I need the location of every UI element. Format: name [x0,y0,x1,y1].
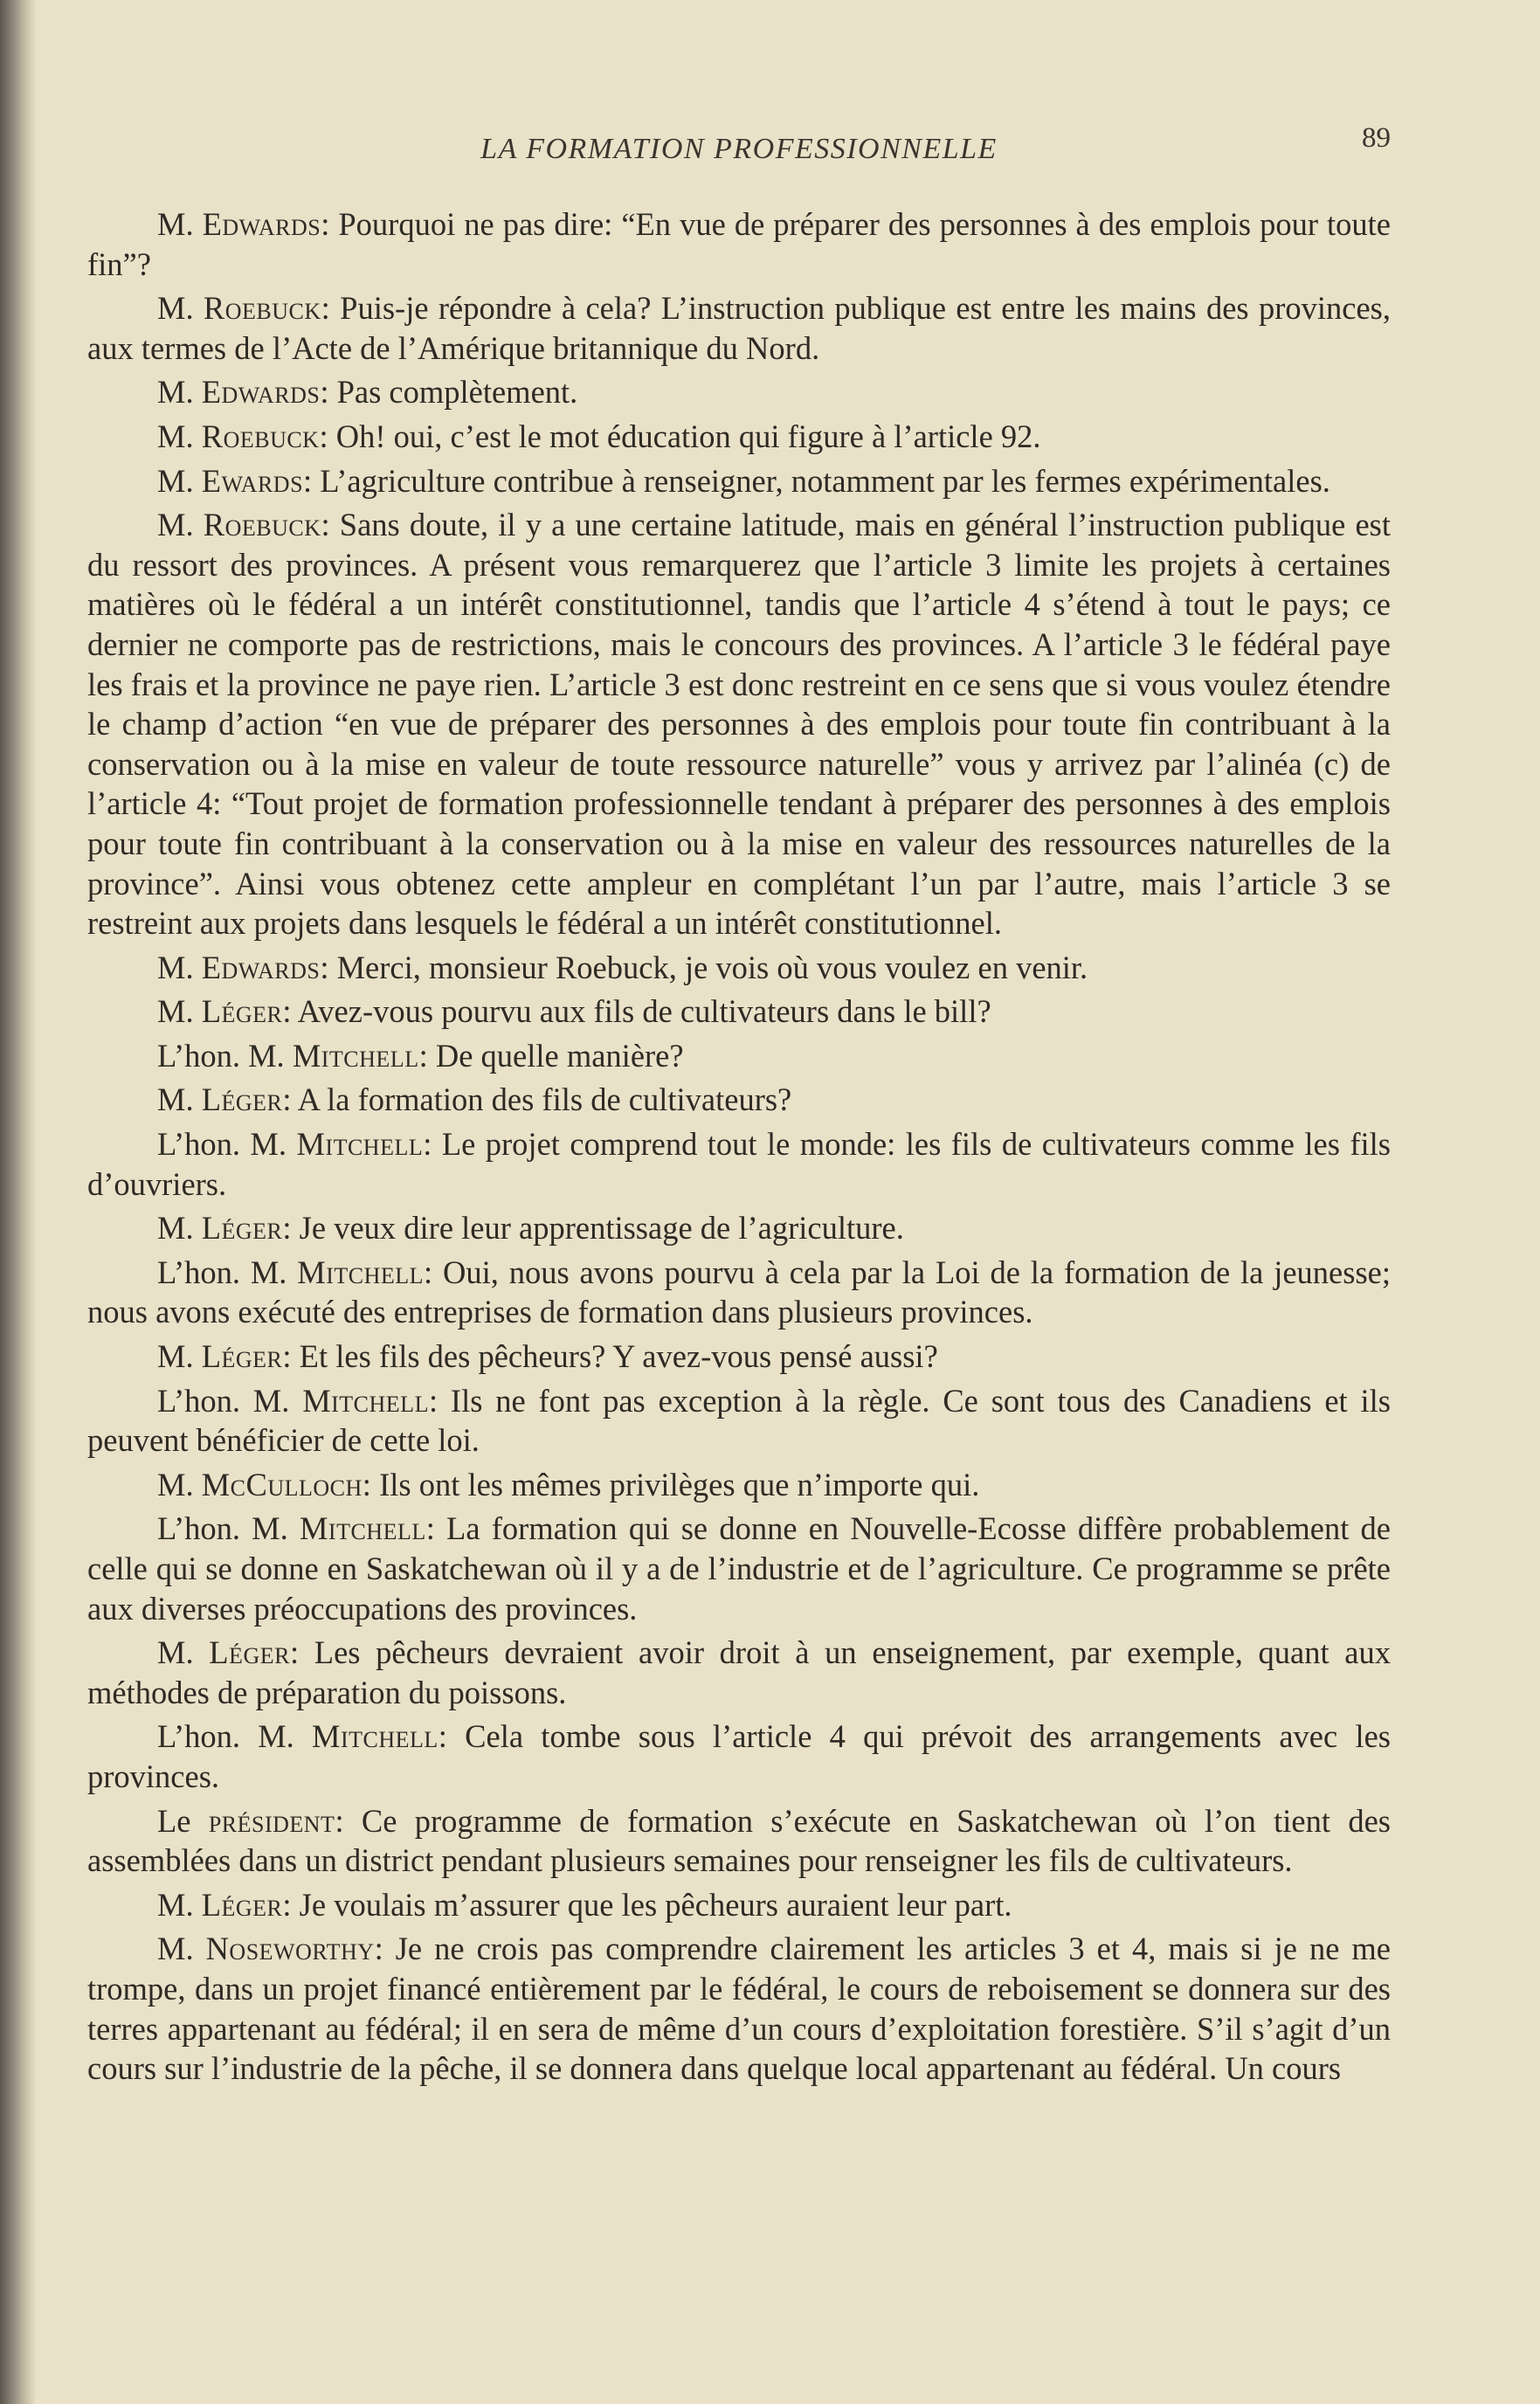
speech-text: : Merci, monsieur Roebuck, je vois où vous voulez en venir. [320,949,1088,985]
speech-paragraph [87,1253,1391,1332]
speaker-name: Léger [201,1886,283,1923]
speech-paragraph [87,1337,1391,1377]
speech-paragraph [87,1801,1391,1881]
speaker-name: président [208,1802,335,1839]
speaker-name: Mitchell [302,1382,429,1419]
speech-text: : Pas complètement. [320,374,578,411]
speech-text: : Cela tombe sous l’article 4 qui prévoit des arrangements avec les provinces. [87,1718,1391,1794]
speaker-prefix: M. [157,462,202,499]
speaker-name: Ewards [201,462,304,499]
speaker-name: Mitchell [299,1510,426,1547]
speaker-prefix: Le [157,1802,209,1839]
speech-paragraph [87,1929,1391,2088]
speech-text: : Le projet comprend tout le monde: les fils de cultivateurs comme les fils d’ouvriers. [87,1126,1391,1202]
speech-text: : Oui, nous avons pourvu à cela par la Loi de la formation de la jeunesse; nous avons exécuté des entreprises de formation dans plusieurs provinces. [87,1254,1391,1330]
speech-text: : Avez-vous pourvu aux fils de cultivateurs dans le bill? [282,993,991,1030]
speaker-prefix: M. [157,290,204,327]
speech-paragraph [87,417,1391,457]
speech-paragraph [87,1509,1391,1628]
speech-paragraph [87,948,1391,988]
speaker-name: Léger [201,1210,283,1247]
speaker-prefix: M. [157,1081,202,1118]
speech-paragraph [87,1208,1391,1248]
speech-paragraph [87,1633,1391,1712]
speaker-name: Mitchell [297,1254,424,1290]
speaker-prefix: L’hon. M. [157,1126,297,1163]
speech-text: : Puis-je répondre à cela? L’instruction publique est entre les mains des provinces, aux termes de l’Acte de l’Amérique britannique du Nord. [87,290,1391,366]
speaker-prefix: M. [157,1931,206,1967]
speaker-prefix: M. [157,1338,202,1375]
speech-paragraph [87,1465,1391,1505]
speaker-prefix: L’hon. M. [157,1510,300,1547]
speech-text: : Ce programme de formation s’exécute en Saskatchewan où l’on tient des assemblées dans un district pendant plusieurs semaines pour renseigner les fils de cultivateurs. [87,1802,1391,1879]
speech-text: : A la formation des fils de cultivateurs? [282,1081,792,1118]
speech-text: : Je veux dire leur apprentissage de l’agriculture. [282,1210,904,1247]
speaker-prefix: L’hon. M. [157,1037,293,1074]
speaker-prefix: M. [157,1886,202,1923]
speaker-prefix: L’hon. M. [157,1718,313,1755]
speaker-name: Léger [209,1634,290,1671]
speaker-name: Léger [201,1338,283,1375]
speech-paragraph [87,1036,1391,1076]
speech-text: : Les pêcheurs devraient avoir droit à un enseignement, par exemple, quant aux méthodes de préparation du poissons. [87,1634,1391,1710]
running-title: LA FORMATION PROFESSIONNELLE [480,133,998,165]
speech-paragraph [87,204,1391,284]
speech-text: : La formation qui se donne en Nouvelle-Ecosse diffère probablement de celle qui se donne en Saskatchewan où il y a de l’industrie et de l’agriculture. Ce programme se prête aux diverses préoccupations des provinces. [87,1510,1391,1627]
speaker-prefix: M. [157,418,202,454]
speaker-prefix: M. [157,1466,202,1502]
speech-text: : De quelle manière? [418,1037,684,1074]
speech-paragraph [87,991,1391,1032]
speaker-name: Roebuck [203,507,321,543]
speaker-prefix: M. [157,374,202,411]
speech-text: : Je voulais m’assurer que les pêcheurs auraient leur part. [282,1886,1012,1923]
speaker-prefix: M. [157,949,202,985]
speech-paragraph [87,1080,1391,1120]
page-binding-edge [0,0,37,2404]
speaker-name: Roebuck [201,418,320,454]
page-number: 89 [1362,122,1391,154]
speaker-name: Edwards [201,374,321,411]
speech-text: : Ils ont les mêmes privilèges que n’importe qui. [362,1466,980,1502]
speech-paragraph [87,288,1391,368]
speaker-name: Noseworthy [205,1931,375,1967]
document-page [87,122,1391,2093]
speech-paragraph [87,461,1391,501]
speaker-prefix: M. [157,507,204,543]
speaker-prefix: M. [157,206,203,242]
speaker-name: Roebuck [203,290,321,327]
speaker-prefix: M. [157,993,202,1030]
speech-text: : Pourquoi ne pas dire: “En vue de préparer des personnes à des emplois pour toute fin”? [87,206,1391,282]
speaker-name: Léger [201,1081,283,1118]
speaker-name: Mitchell [292,1037,419,1074]
speech-paragraph [87,1717,1391,1796]
speech-paragraph [87,372,1391,412]
speech-text: : Je ne crois pas comprendre clairement les articles 3 et 4, mais si je ne me trompe, dans un projet financé entièrement par le fédéral, le cours de reboisement se donnera sur des terres appartenant au fédéral; il en sera de même d’un cours d’exploitation forestière. S’il s’agit d’un cours sur l’industrie de la pêche, il se donnera dans quelque local appartenant au fédéral. Un cours [87,1931,1391,2087]
speaker-name: Mitchell [312,1718,439,1755]
speaker-name: McCulloch [201,1466,363,1502]
speech-paragraph [87,1885,1391,1925]
speaker-prefix: M. [157,1634,210,1671]
speaker-prefix: L’hon. M. [157,1254,298,1290]
page-header [87,122,1391,175]
speech-text: : L’agriculture contribue à renseigner, notamment par les fermes expérimentales. [303,462,1330,499]
speech-paragraph [87,505,1391,943]
speech-paragraph [87,1124,1391,1204]
speech-paragraph [87,1381,1391,1461]
speaker-name: Edwards [202,206,321,242]
transcript-body [87,204,1391,2089]
speaker-name: Léger [201,993,283,1030]
speaker-prefix: L’hon. M. [157,1382,303,1419]
speech-text: : Oh! oui, c’est le mot éducation qui figure à l’article 92. [319,418,1041,454]
speaker-prefix: M. [157,1210,202,1247]
speaker-name: Edwards [201,949,321,985]
speaker-name: Mitchell [296,1126,424,1163]
speech-text: : Et les fils des pêcheurs? Y avez-vous pensé aussi? [282,1338,938,1375]
speech-text: : Sans doute, il y a une certaine latitude, mais en général l’instruction publique est du ressort des provinces. A présent vous remarquerez que l’article 3 limite les projets à certaines matières où le fédéral a un intérêt constitutionnel, tandis que l’article 4 s’étend à tout le pays; ce dernier ne comporte pas de restrictions, mais le concours des provinces. A l’article 3 le fédéral paye les frais et la province ne paye rien. L’article 3 est donc restreint en ce sens que si vous voulez étendre le champ d’action “en vue de préparer des personnes à des emplois pour toute fin contribuant à la conservation ou à la mise en valeur de toute ressource naturelle” vous y arrivez par l’alinéa (c) de l’article 4: “Tout projet de formation professionnelle tendant à préparer des personnes à des emplois pour toute fin contribuant à la conservation ou à la mise en valeur des ressources naturelles de la province”. Ainsi vous obtenez cette ampleur en complétant l’un par l’autre, mais l’article 3 se restreint aux projets dans lesquels le fédéral a un intérêt constitutionnel. [87,507,1391,942]
speech-text: : Ils ne font pas exception à la règle. Ce sont tous des Canadiens et ils peuvent bénéficier de cette loi. [87,1382,1391,1459]
